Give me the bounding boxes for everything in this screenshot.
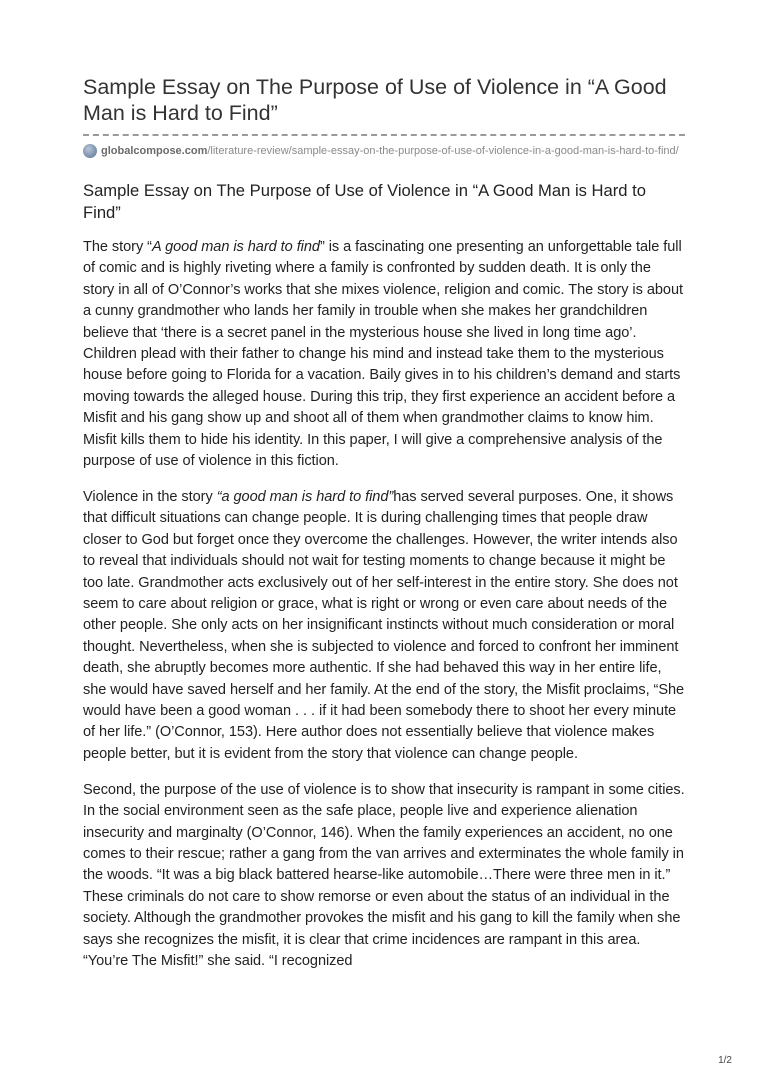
paragraph-2-lead: Violence in the story — [83, 489, 217, 506]
paragraph-2-italic-title: “a good man is hard to find” — [216, 489, 394, 506]
paragraph-1-lead: The story “ — [83, 239, 152, 255]
page-title: Sample Essay on The Purpose of Use of Violence in “A Good Man is Hard to Find” — [83, 75, 667, 125]
source-url[interactable] — [83, 142, 685, 160]
page-number: 1/2 — [718, 1055, 732, 1066]
paragraph-2 — [83, 487, 685, 765]
paragraph-1-body: ” is a fascinating one presenting an unforgettable tale full of comic and is highly riveting where a family is confronted by sudden death. It is only the story in all of O’Connor’s works that she mixes violence, religion and comic. The story is about a cunny grandmother who lands her family in trouble when she makes her grandchildren believe that ‘there is a secret panel in the mysterious house she lived in long time ago’. Children plead with their father to change his mind and instead take them to the mysterious house before going to Florida for a vacation. Baily gives in to his children’s demand and starts moving towards the alleged house. During this trip, they first experience an accident before a Misfit and his gang show up and shoot all of them when grandmother claims to know him. Misfit kills them to hide his identity. In this paper, I will give a comprehensive analysis of the purpose of use of violence in this fiction. — [83, 239, 683, 470]
paragraph-3: Second, the purpose of the use of violence is to show that insecurity is rampant in some cities. In the social environment seen as the safe place, people live and experience alienation insecurity and marginalty (O’Connor, 146). When the family experiences an accident, no one comes to their rescue; rather a gang from the van arrives and exterminates the whole family in the woods. “It was a big black battered hearse-like automobile…There were three men in it.” These criminals do not care to show remorse or even about the status of an individual in the society. Although the grandmother provokes the misfit and his gang to kill the family when she says she recognizes the misfit, it is clear that crime incidences are rampant in this area. “You’re The Misfit!” she said. “I recognized — [83, 781, 685, 970]
paragraph-1 — [83, 237, 685, 472]
source-path[interactable]: /literature-review/sample-essay-on-the-purpose-of-use-of-violence-in-a-good-man-is-hard-to-find/ — [207, 145, 679, 157]
dashed-divider — [83, 134, 685, 136]
document-page — [83, 74, 685, 987]
paragraph-1-italic-title: A good man is hard to find — [151, 239, 320, 255]
essay-title: Sample Essay on The Purpose of Use of Violence in “A Good Man is Hard to Find” — [83, 181, 646, 222]
site-favicon-icon — [83, 144, 97, 158]
source-domain[interactable]: globalcompose.com — [101, 145, 208, 157]
paragraph-2-body: has served several purposes. One, it shows that difficult situations can change people. It is during challenging times that people draw closer to God but forget once they overcome the challenges. However, the writer intends also to reveal that individuals should not wait for testing moments to change because it might be too late. Grandmother acts exclusively out of her self-interest in the entire story. She does not seem to care about religion or grace, what is right or wrong or even care about needs of the other people. She only acts on her insignificant instincts without much consideration or moral thought. Nevertheless, when she is subjected to violence and forced to confront her imminent death, she abruptly becomes more authentic. If she had behaved this way in her entire life, she would have saved herself and her family. At the end of the story, the Misfit proclaims, “She would have been a good woman . . . if it had been somebody there to shoot her every minute of her life.” (O’Connor, 153). Here author does not essentially believe that violence makes people better, but it is evident from the story that violence can change people. — [83, 489, 685, 762]
